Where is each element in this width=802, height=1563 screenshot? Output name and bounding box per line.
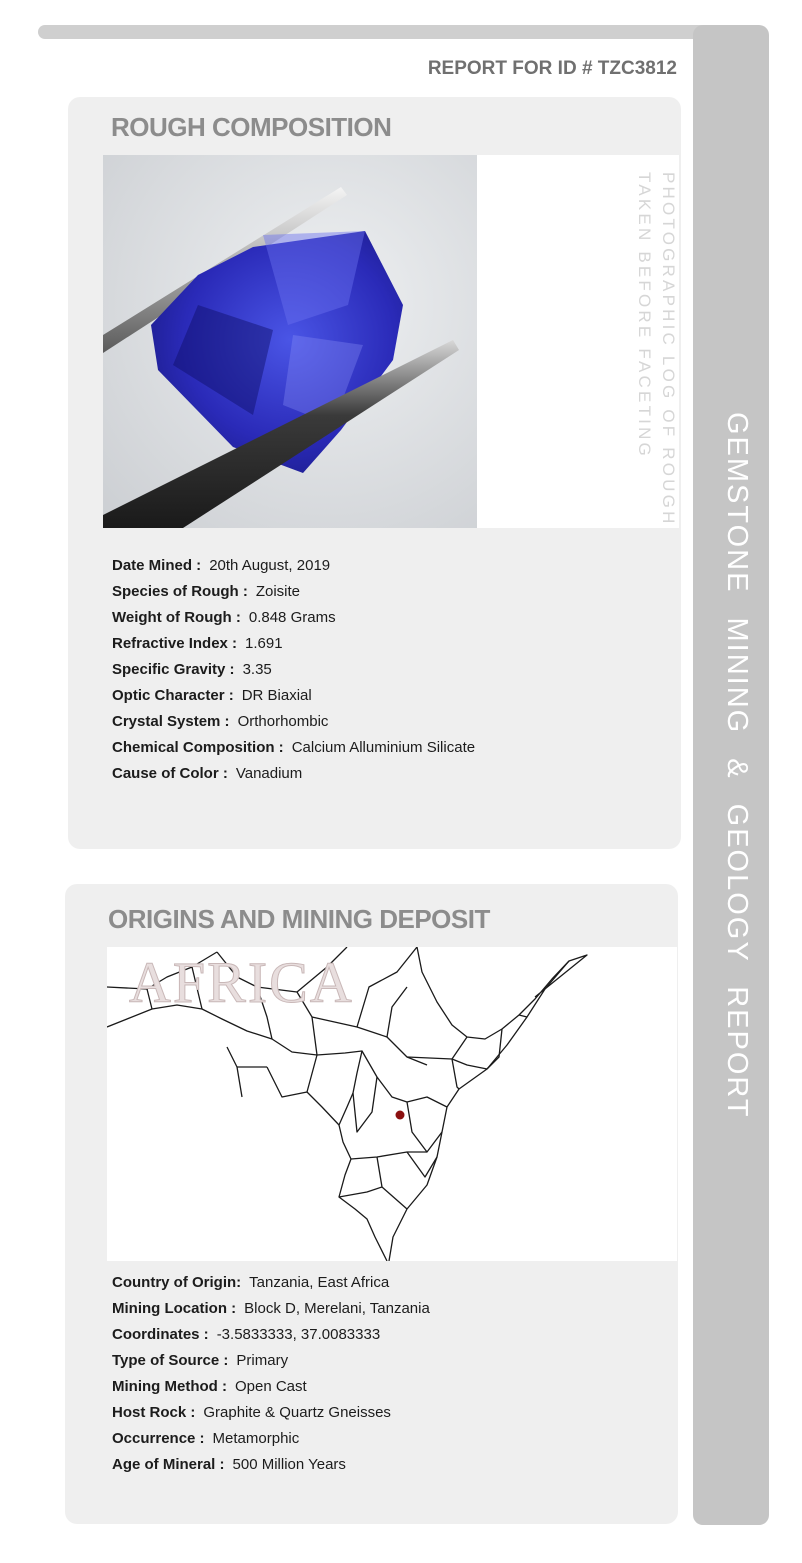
detail-value: DR Biaxial xyxy=(241,687,312,704)
origin-detail-row xyxy=(112,1296,430,1322)
origin-detail-row xyxy=(112,1270,430,1296)
detail-label: Species of Rough : xyxy=(112,583,248,600)
mining-location-marker xyxy=(396,1111,405,1120)
detail-value: 1.691 xyxy=(245,635,283,652)
photo-caption-line1: PHOTOGRAPHIC LOG OF ROUGH xyxy=(659,172,678,527)
origin-detail-row xyxy=(112,1322,430,1348)
detail-label: Optic Character : xyxy=(112,687,234,704)
photo-caption-line2: TAKEN BEFORE FACETING xyxy=(635,172,654,459)
detail-label: Age of Mineral : xyxy=(112,1456,225,1473)
detail-value: -3.5833333, 37.0083333 xyxy=(216,1326,381,1343)
side-title: GEMSTONE MINING & GEOLOGY REPORT xyxy=(721,412,753,1119)
detail-label: Specific Gravity : xyxy=(112,661,235,678)
detail-label: Type of Source : xyxy=(112,1352,229,1369)
rough-photo-area xyxy=(103,155,679,528)
detail-value: 0.848 Grams xyxy=(248,609,336,626)
origin-detail-row xyxy=(112,1426,430,1452)
detail-value: Metamorphic xyxy=(212,1430,300,1447)
top-decorative-bar xyxy=(38,25,748,39)
detail-value: 3.35 xyxy=(242,661,272,678)
detail-label: Coordinates : xyxy=(112,1326,209,1343)
detail-label: Mining Method : xyxy=(112,1378,227,1395)
detail-value: Zoisite xyxy=(255,583,301,600)
origin-details xyxy=(112,1270,430,1478)
origin-detail-row xyxy=(112,1374,430,1400)
detail-value: Orthorhombic xyxy=(237,713,329,730)
rough-detail-row xyxy=(112,631,475,657)
detail-label: Country of Origin: xyxy=(112,1274,242,1291)
detail-value: Calcium Alluminium Silicate xyxy=(291,739,476,756)
detail-label: Host Rock : xyxy=(112,1404,196,1421)
report-id: REPORT FOR ID # TZC3812 xyxy=(427,58,677,79)
rough-detail-row xyxy=(112,761,475,787)
detail-value: Tanzania, East Africa xyxy=(249,1274,390,1291)
detail-label: Chemical Composition : xyxy=(112,739,284,756)
rough-detail-row xyxy=(112,605,475,631)
detail-label: Refractive Index : xyxy=(112,635,238,652)
rough-detail-row xyxy=(112,709,475,735)
origin-detail-row xyxy=(112,1348,430,1374)
africa-map xyxy=(107,947,677,1261)
detail-value: Open Cast xyxy=(234,1378,307,1395)
rough-detail-row xyxy=(112,735,475,761)
detail-label: Occurrence : xyxy=(112,1430,205,1447)
detail-value: Vanadium xyxy=(235,765,303,782)
detail-label: Crystal System : xyxy=(112,713,230,730)
rough-detail-row xyxy=(112,657,475,683)
detail-value: Primary xyxy=(236,1352,289,1369)
origins-title: ORIGINS AND MINING DEPOSIT xyxy=(108,904,490,934)
rough-gem-photo xyxy=(103,155,477,528)
origin-detail-row xyxy=(112,1400,430,1426)
detail-value: 500 Million Years xyxy=(232,1456,346,1473)
rough-detail-row xyxy=(112,553,475,579)
rough-composition-title: ROUGH COMPOSITION xyxy=(111,112,392,142)
origin-detail-row xyxy=(112,1452,430,1478)
detail-value: Block D, Merelani, Tanzania xyxy=(244,1300,430,1317)
detail-label: Date Mined : xyxy=(112,557,202,574)
rough-detail-row xyxy=(112,579,475,605)
detail-label: Mining Location : xyxy=(112,1300,237,1317)
rough-details xyxy=(112,553,475,787)
detail-value: Graphite & Quartz Gneisses xyxy=(203,1404,391,1421)
photo-caption xyxy=(630,172,680,527)
detail-label: Cause of Color : xyxy=(112,765,228,782)
detail-label: Weight of Rough : xyxy=(112,609,241,626)
rough-detail-row xyxy=(112,683,475,709)
detail-value: 20th August, 2019 xyxy=(209,557,331,574)
map-watermark: AFRICA xyxy=(129,950,354,1015)
